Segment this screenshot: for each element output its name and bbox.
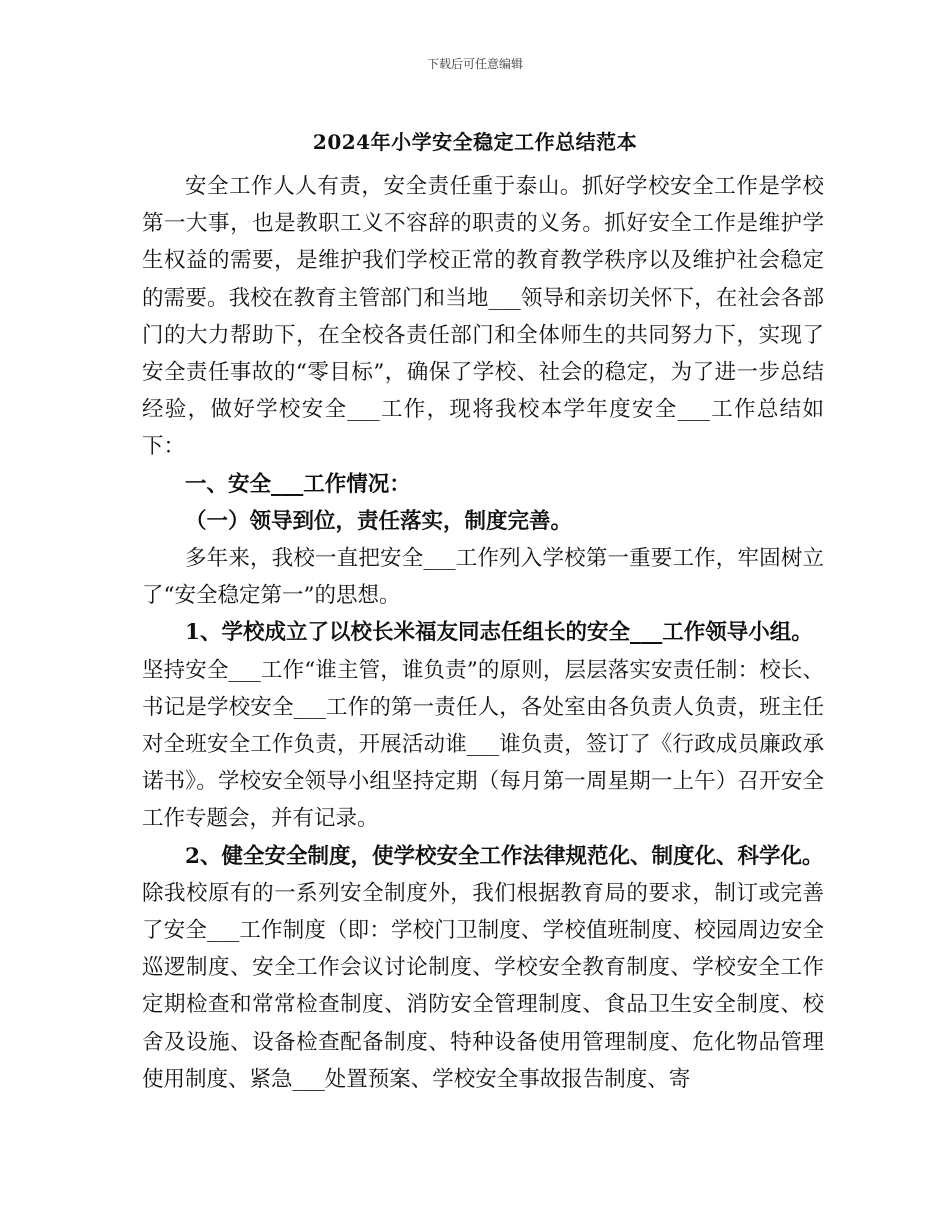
paragraph-safety-priority: 多年来，我校一直把安全___工作列入学校第一重要工作，牢固树立了“安全稳定第一”的思想。	[142, 546, 824, 609]
document-body	[142, 168, 824, 1098]
document-title: 2024年小学安全稳定工作总结范本	[312, 130, 638, 154]
item-heading-2: 2、健全安全制度，使学校安全工作法律规范化、制度化、科学化。	[185, 843, 824, 869]
paragraph-responsibility: 坚持安全___工作“谁主管，谁负责”的原则，层层落实安责任制：校长、书记是学校安全___工作的第一责任人，各处室由各负责人负责，班主任对全班安全工作负责，开展活动谁___谁负责，签订了《行政成员廉政承诺书》。学校安全领导小组坚持定期（每月第一周星期一上午）召开安全工作专题会，并有记录。	[142, 657, 824, 832]
subsection-heading-1: （一）领导到位，责任落实，制度完善。	[185, 508, 573, 534]
item-heading-1: 1、学校成立了以校长米福友同志任组长的安全___工作领导小组。	[185, 620, 813, 646]
paragraph-regulations: 除我校原有的一系列安全制度外，我们根据教育局的要求，制订或完善了安全___工作制度（即：学校门卫制度、学校值班制度、校园周边安全巡逻制度、安全工作会议讨论制度、学校安全教育制度、学校安全工作定期检查和常常检查制度、消防安全管理制度、食品卫生安全制度、校舍及设施、设备检查配备制度、特种设备使用管理制度、危化物品管理使用制度、紧急___处置预案、学校安全事故报告制度、寄	[142, 880, 824, 1092]
header-note: 下载后可任意编辑	[426, 57, 523, 71]
section-heading-1: 一、安全___工作情况：	[185, 471, 411, 497]
paragraph-intro: 安全工作人人有责，安全责任重于泰山。抓好学校安全工作是学校第一大事，也是教职工义不容辞的职责的义务。抓好安全工作是维护学生权益的需要，是维护我们学校正常的教育教学秩序以及维护社会稳定的需要。我校在教育主管部门和当地___领导和亲切关怀下，在社会各部门的大力帮助下，在全校各责任部门和全体师生的共同努力下，实现了安全责任事故的“零目标”，确保了学校、社会的稳定，为了进一步总结经验，做好学校安全___工作，现将我校本学年度安全___工作总结如下：	[142, 174, 824, 460]
